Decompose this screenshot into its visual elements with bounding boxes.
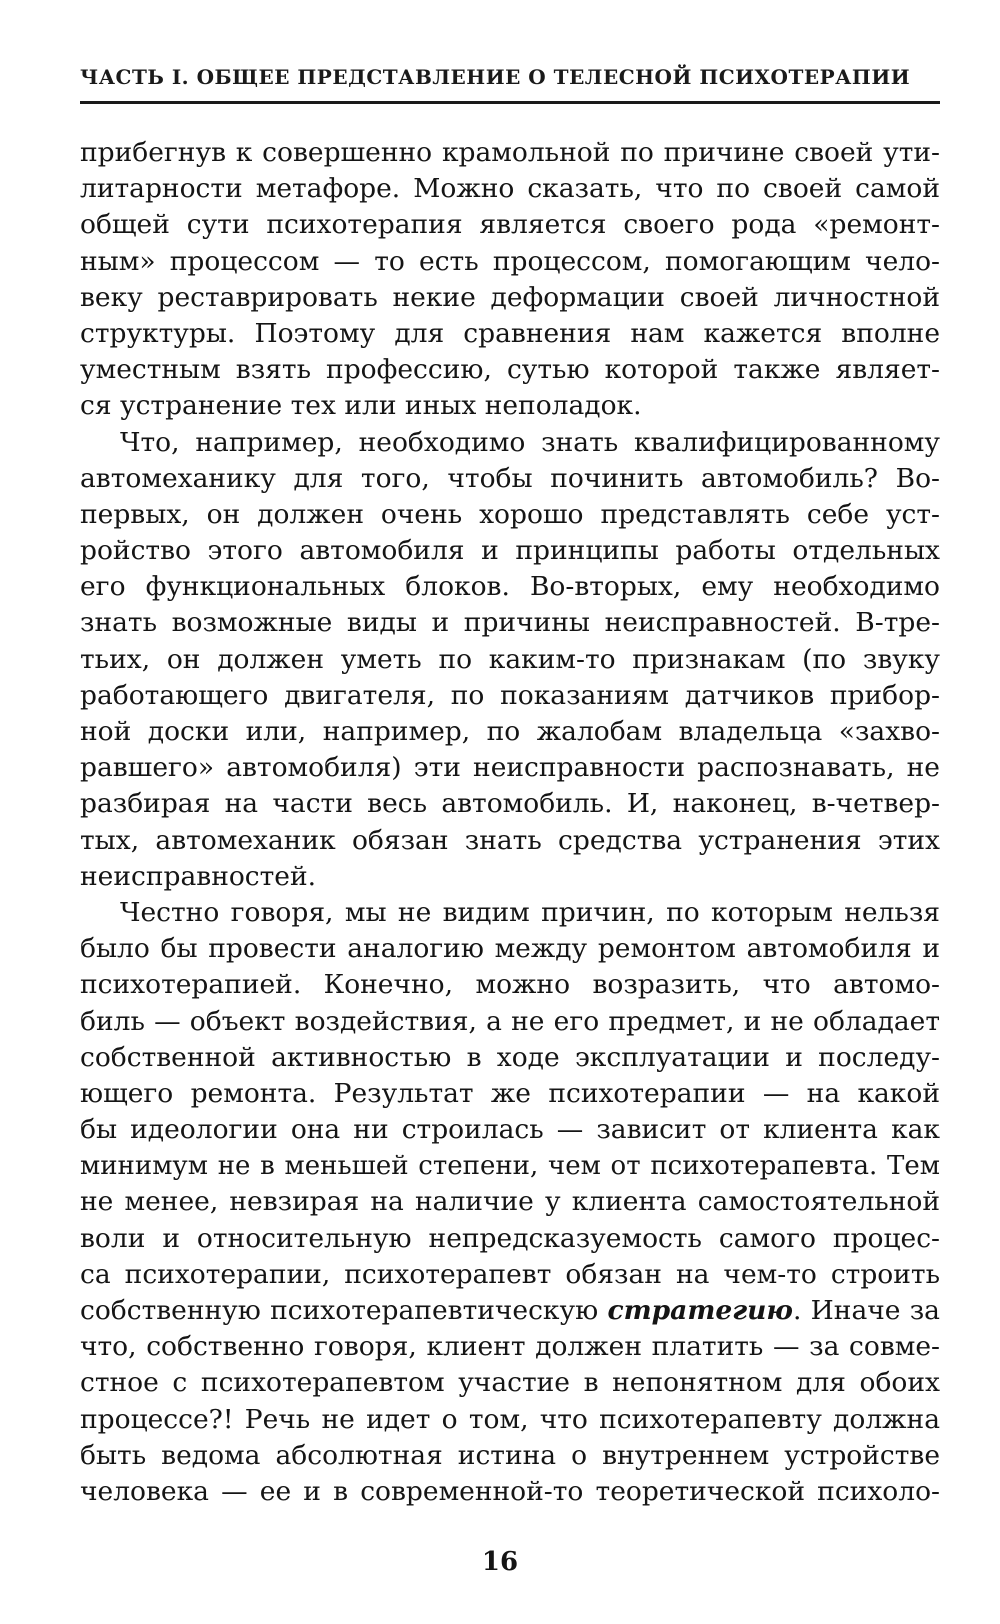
running-head — [80, 64, 940, 104]
text-line: было бы провести аналогию между ремонтом автомобиля и — [80, 933, 940, 965]
text-line: знать возможные виды и причины неисправностей. В-тре- — [80, 607, 940, 639]
text-line: бы идеологии она ни строилась — зависит от клиента как — [80, 1114, 940, 1146]
paragraph-first-line: Честно говоря, мы не видим причин, по которым нельзя — [120, 896, 940, 928]
text-line: работающего двигателя, по показаниям датчиков прибор- — [80, 679, 940, 711]
emphasis-before: собственную психотерапевтическую — [80, 1295, 608, 1326]
text-line: стное с психотерапевтом участие в непонятном для обоих — [80, 1367, 940, 1399]
text-line: собственной активностью в ходе эксплуатации и последу- — [80, 1041, 940, 1073]
text-line: биль — объект воздействия, а не его предмет, и не обладает — [80, 1005, 940, 1037]
text-line: ной доски или, например, по жалобам владельца «захво- — [80, 716, 940, 747]
text-line: что, собственно говоря, клиент должен платить — за совме- — [80, 1331, 940, 1363]
text-line: тых, автомеханик обязан знать средства устранения этих — [80, 824, 940, 856]
text-line: его функциональных блоков. Во-вторых, ему необходимо — [80, 571, 940, 603]
text-line: автомеханику для того, чтобы починить автомобиль? Во- — [80, 462, 940, 494]
text-line: структуры. Поэтому для сравнения нам кажется вполне — [80, 317, 940, 349]
text-line: ющего ремонта. Результат же психотерапии — на какой — [80, 1077, 940, 1109]
page-number: 16 — [481, 1547, 519, 1577]
text-line: минимум не в меньшей степени, чем от психотерапевта. Тем — [80, 1151, 940, 1182]
text-line: быть ведома абсолютная истина о внутреннем устройстве — [80, 1439, 940, 1471]
text-line: не менее, невзирая на наличие у клиента самостоятельной — [80, 1186, 940, 1218]
text-line: первых, он должен очень хорошо представлять себе уст- — [80, 498, 940, 530]
text-line: тьих, он должен уметь по каким-то признакам (по звуку — [80, 643, 940, 675]
emphasis-after: . Иначе за — [792, 1295, 940, 1326]
text-line: прибегнув к совершенно крамольной по причине своей ути- — [80, 137, 940, 168]
text-line: разбирая на части весь автомобиль. И, наконец, в-четвер- — [80, 788, 940, 820]
text-line: веку реставрировать некие деформации своей личностной — [80, 281, 940, 313]
text-line: уместным взять профессию, сутью которой также являет- — [80, 354, 940, 386]
text-line: процессе?! Речь не идет о том, что психотерапевту должна — [80, 1403, 940, 1435]
running-head-text: ЧАСТЬ I. ОБЩЕЕ ПРЕДСТАВЛЕНИЕ О ТЕЛЕСНОЙ ПСИХОТЕРАПИИ — [80, 65, 911, 89]
text-line-with-emphasis — [80, 1293, 940, 1329]
paragraph-first-line: Что, например, необходимо знать квалифицированному — [120, 426, 940, 458]
text-line: воли и относительную непредсказуемость самого процес- — [80, 1222, 940, 1254]
text-line: ным» процессом — то есть процессом, помогающим чело- — [80, 245, 940, 277]
text-line: общей сути психотерапия является своего рода «ремонт- — [80, 209, 940, 241]
text-line: ройство этого автомобиля и принципы работы отдельных — [80, 535, 940, 567]
text-line: психотерапией. Конечно, можно возразить, что автомо- — [80, 969, 940, 1001]
text-line: литарности метафоре. Можно сказать, что по своей самой — [80, 173, 940, 205]
body-text — [80, 135, 940, 1510]
text-line: ся устранение тех или иных неполадок. — [80, 390, 642, 422]
text-line: неисправностей. — [80, 860, 317, 892]
text-line: равшего» автомобиля) эти неисправности распознавать, не — [80, 752, 940, 784]
emphasis-term: стратегию — [607, 1295, 793, 1326]
text-line: человека — ее и в современной-то теоретической психоло- — [80, 1475, 940, 1507]
text-line: са психотерапии, психотерапевт обязан на чем-то строить — [80, 1258, 940, 1290]
